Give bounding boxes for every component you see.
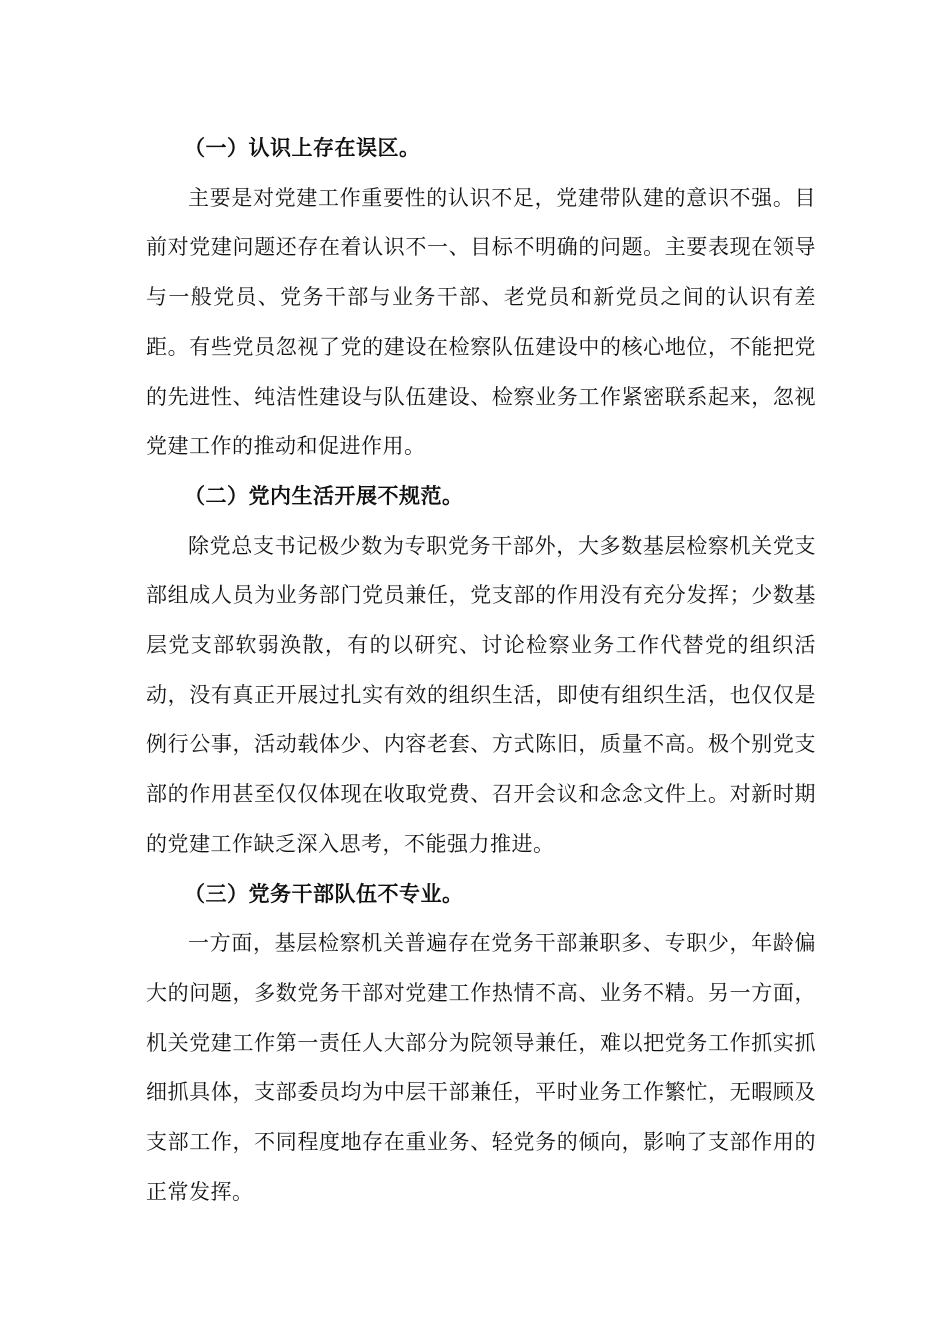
document-body: [146, 124, 816, 1217]
section-heading-2: （二）党内生活开展不规范。: [184, 483, 464, 508]
section-heading-3: （三）党务干部队伍不专业。: [184, 881, 464, 906]
section-paragraph-3: 一方面，基层检察机关普遍存在党务干部兼职多、专职少，年龄偏大的问题，多数党务干部对党建工作热情不高、业务不精。另一方面，机关党建工作第一责任人大部分为院领导兼任，难以把党务工作抓实抓细抓具体，支部委员均为中层干部兼任，平时业务工作繁忙，无暇顾及支部工作，不同程度地存在重业务、轻党务的倾向，影响了支部作用的正常发挥。: [146, 931, 816, 1204]
section-paragraph-2: 除党总支书记极少数为专职党务干部外，大多数基层检察机关党支部组成人员为业务部门党员兼任，党支部的作用没有充分发挥；少数基层党支部软弱涣散，有的以研究、讨论检察业务工作代替党的组织活动，没有真正开展过扎实有效的组织生活，即使有组织生活，也仅仅是例行公事，活动载体少、内容老套、方式陈旧，质量不高。极个别党支部的作用甚至仅仅体现在收取党费、召开会议和念念文件上。对新时期的党建工作缺乏深入思考，不能强力推进。: [146, 533, 816, 856]
section-paragraph-1: 主要是对党建工作重要性的认识不足，党建带队建的意识不强。目前对党建问题还存在着认识不一、目标不明确的问题。主要表现在领导与一般党员、党务干部与业务干部、老党员和新党员之间的认识有差距。有些党员忽视了党的建设在检察队伍建设中的核心地位，不能把党的先进性、纯洁性建设与队伍建设、检察业务工作紧密联系起来，忽视党建工作的推动和促进作用。: [146, 185, 816, 459]
section-heading-1: （一）认识上存在误区。: [184, 136, 421, 160]
